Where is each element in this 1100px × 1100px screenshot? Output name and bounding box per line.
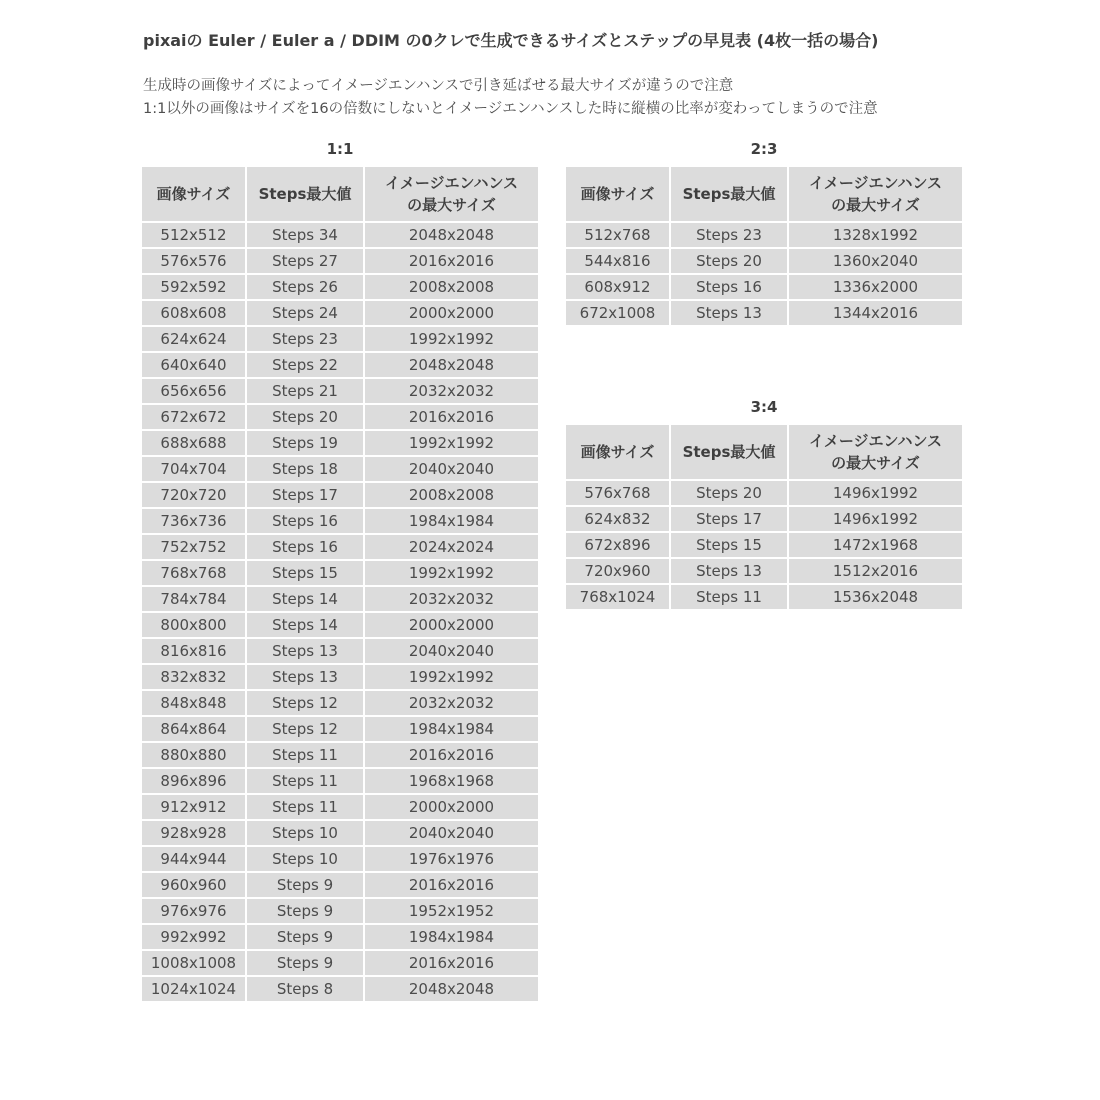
table-body bbox=[565, 480, 963, 610]
cell-size: 992x992 bbox=[141, 924, 246, 950]
table-row bbox=[141, 794, 539, 820]
table-row bbox=[141, 352, 539, 378]
table-row bbox=[141, 612, 539, 638]
cell-enhance-size: 1472x1968 bbox=[788, 532, 963, 558]
table-ratio-label: 3:4 bbox=[565, 389, 963, 424]
cell-steps: Steps 8 bbox=[246, 976, 364, 1002]
cell-steps: Steps 11 bbox=[246, 768, 364, 794]
cell-steps: Steps 16 bbox=[670, 274, 788, 300]
table-row bbox=[141, 768, 539, 794]
cell-steps: Steps 18 bbox=[246, 456, 364, 482]
cell-size: 912x912 bbox=[141, 794, 246, 820]
cell-size: 688x688 bbox=[141, 430, 246, 456]
table-ratio-label: 2:3 bbox=[565, 131, 963, 166]
table-row bbox=[141, 976, 539, 1002]
cell-enhance-size: 1992x1992 bbox=[364, 560, 539, 586]
note-line: 生成時の画像サイズによってイメージエンハンスで引き延ばせる最大サイズが違うので注意 bbox=[143, 78, 734, 94]
note-line: 1:1以外の画像はサイズを16の倍数にしないとイメージエンハンスした時に縦横の比率が変わってしまうので注意 bbox=[143, 101, 878, 117]
column-header-enhance bbox=[788, 166, 963, 222]
cell-steps: Steps 12 bbox=[246, 716, 364, 742]
table-row bbox=[141, 950, 539, 976]
cell-enhance-size: 2040x2040 bbox=[364, 820, 539, 846]
cell-size: 576x576 bbox=[141, 248, 246, 274]
table-ratio-1-1 bbox=[140, 130, 540, 1003]
cell-steps: Steps 13 bbox=[246, 638, 364, 664]
cell-size: 976x976 bbox=[141, 898, 246, 924]
cell-steps: Steps 20 bbox=[246, 404, 364, 430]
cell-enhance-size: 2016x2016 bbox=[364, 950, 539, 976]
cell-enhance-size: 2048x2048 bbox=[364, 352, 539, 378]
table-row bbox=[141, 482, 539, 508]
cell-steps: Steps 11 bbox=[246, 742, 364, 768]
cell-size: 512x512 bbox=[141, 222, 246, 248]
cell-steps: Steps 16 bbox=[246, 508, 364, 534]
cell-steps: Steps 23 bbox=[246, 326, 364, 352]
cell-enhance-size: 1984x1984 bbox=[364, 924, 539, 950]
cell-steps: Steps 15 bbox=[246, 560, 364, 586]
table-row bbox=[141, 898, 539, 924]
table-row bbox=[141, 638, 539, 664]
cell-enhance-size: 2032x2032 bbox=[364, 586, 539, 612]
table-ratio-2-3 bbox=[564, 130, 964, 327]
cell-steps: Steps 13 bbox=[246, 664, 364, 690]
cell-enhance-size: 2032x2032 bbox=[364, 378, 539, 404]
cell-steps: Steps 11 bbox=[246, 794, 364, 820]
cell-enhance-size: 1496x1992 bbox=[788, 506, 963, 532]
cell-size: 640x640 bbox=[141, 352, 246, 378]
cell-size: 672x896 bbox=[565, 532, 670, 558]
cell-size: 736x736 bbox=[141, 508, 246, 534]
table-row bbox=[141, 456, 539, 482]
table-row bbox=[141, 326, 539, 352]
cell-enhance-size: 2040x2040 bbox=[364, 638, 539, 664]
cell-enhance-size: 2048x2048 bbox=[364, 976, 539, 1002]
cell-enhance-size: 1992x1992 bbox=[364, 664, 539, 690]
cell-size: 608x608 bbox=[141, 300, 246, 326]
cell-enhance-size: 1512x2016 bbox=[788, 558, 963, 584]
cell-steps: Steps 20 bbox=[670, 248, 788, 274]
cell-size: 896x896 bbox=[141, 768, 246, 794]
cell-enhance-size: 1992x1992 bbox=[364, 326, 539, 352]
cell-enhance-size: 2032x2032 bbox=[364, 690, 539, 716]
cell-enhance-size: 2000x2000 bbox=[364, 300, 539, 326]
column-header-size: 画像サイズ bbox=[141, 166, 246, 222]
table-row bbox=[141, 560, 539, 586]
table-row bbox=[141, 508, 539, 534]
cell-steps: Steps 20 bbox=[670, 480, 788, 506]
cell-steps: Steps 9 bbox=[246, 924, 364, 950]
column-header-enhance bbox=[788, 424, 963, 480]
column-header-size: 画像サイズ bbox=[565, 424, 670, 480]
cell-steps: Steps 26 bbox=[246, 274, 364, 300]
column-header-enhance bbox=[364, 166, 539, 222]
cell-steps: Steps 34 bbox=[246, 222, 364, 248]
cell-steps: Steps 10 bbox=[246, 820, 364, 846]
table-row bbox=[565, 532, 963, 558]
cell-enhance-size: 2040x2040 bbox=[364, 456, 539, 482]
cell-size: 800x800 bbox=[141, 612, 246, 638]
cell-enhance-size: 2008x2008 bbox=[364, 274, 539, 300]
column-header-enhance-line1: イメージエンハンス bbox=[384, 174, 519, 192]
table-row bbox=[565, 558, 963, 584]
cell-enhance-size: 2048x2048 bbox=[364, 222, 539, 248]
table-row bbox=[141, 716, 539, 742]
cell-steps: Steps 22 bbox=[246, 352, 364, 378]
cell-steps: Steps 14 bbox=[246, 586, 364, 612]
cell-steps: Steps 10 bbox=[246, 846, 364, 872]
table-row bbox=[565, 222, 963, 248]
cell-enhance-size: 2016x2016 bbox=[364, 248, 539, 274]
cell-size: 864x864 bbox=[141, 716, 246, 742]
column-header-enhance-line2: の最大サイズ bbox=[831, 196, 920, 214]
cell-steps: Steps 11 bbox=[670, 584, 788, 610]
cell-enhance-size: 2024x2024 bbox=[364, 534, 539, 560]
cell-enhance-size: 2008x2008 bbox=[364, 482, 539, 508]
cell-enhance-size: 2000x2000 bbox=[364, 794, 539, 820]
table-row bbox=[141, 378, 539, 404]
table-row bbox=[141, 404, 539, 430]
cell-size: 784x784 bbox=[141, 586, 246, 612]
cell-size: 720x720 bbox=[141, 482, 246, 508]
cell-enhance-size: 1968x1968 bbox=[364, 768, 539, 794]
column-header-enhance-line2: の最大サイズ bbox=[831, 454, 920, 472]
table-row bbox=[141, 820, 539, 846]
table-row bbox=[141, 300, 539, 326]
table-row bbox=[141, 664, 539, 690]
table-row bbox=[565, 274, 963, 300]
column-header-enhance-line1: イメージエンハンス bbox=[808, 432, 943, 450]
cell-enhance-size: 1328x1992 bbox=[788, 222, 963, 248]
cell-size: 672x672 bbox=[141, 404, 246, 430]
cell-enhance-size: 2016x2016 bbox=[364, 742, 539, 768]
table-row bbox=[141, 222, 539, 248]
cell-size: 704x704 bbox=[141, 456, 246, 482]
cell-enhance-size: 1952x1952 bbox=[364, 898, 539, 924]
cell-size: 576x768 bbox=[565, 480, 670, 506]
cell-steps: Steps 23 bbox=[670, 222, 788, 248]
table-row bbox=[141, 534, 539, 560]
table-row bbox=[141, 586, 539, 612]
table-row bbox=[141, 924, 539, 950]
table-row bbox=[141, 430, 539, 456]
cell-size: 944x944 bbox=[141, 846, 246, 872]
cell-size: 768x768 bbox=[141, 560, 246, 586]
cell-size: 928x928 bbox=[141, 820, 246, 846]
cell-steps: Steps 13 bbox=[670, 300, 788, 326]
cell-size: 880x880 bbox=[141, 742, 246, 768]
cell-enhance-size: 1984x1984 bbox=[364, 716, 539, 742]
column-header-steps: Steps最大値 bbox=[246, 166, 364, 222]
cell-enhance-size: 1536x2048 bbox=[788, 584, 963, 610]
table-ratio-label: 1:1 bbox=[141, 131, 539, 166]
cell-size: 960x960 bbox=[141, 872, 246, 898]
cell-steps: Steps 9 bbox=[246, 898, 364, 924]
cell-size: 656x656 bbox=[141, 378, 246, 404]
table-row bbox=[141, 872, 539, 898]
table-body bbox=[565, 222, 963, 326]
cell-size: 592x592 bbox=[141, 274, 246, 300]
cell-size: 672x1008 bbox=[565, 300, 670, 326]
cell-size: 720x960 bbox=[565, 558, 670, 584]
cell-steps: Steps 13 bbox=[670, 558, 788, 584]
cell-steps: Steps 14 bbox=[246, 612, 364, 638]
cell-steps: Steps 21 bbox=[246, 378, 364, 404]
cell-enhance-size: 1344x2016 bbox=[788, 300, 963, 326]
cell-steps: Steps 16 bbox=[246, 534, 364, 560]
table-row bbox=[141, 742, 539, 768]
cell-enhance-size: 1336x2000 bbox=[788, 274, 963, 300]
table-row bbox=[141, 690, 539, 716]
cell-steps: Steps 9 bbox=[246, 950, 364, 976]
table-body bbox=[141, 222, 539, 1002]
table-row bbox=[565, 248, 963, 274]
table-row bbox=[141, 846, 539, 872]
cell-steps: Steps 15 bbox=[670, 532, 788, 558]
table-row bbox=[565, 480, 963, 506]
page-title: pixaiの Euler / Euler a / DDIM の0クレで生成できるサイズとステップの早見表 (4枚一括の場合) bbox=[143, 31, 879, 50]
table-row bbox=[141, 248, 539, 274]
table-ratio-3-4 bbox=[564, 388, 964, 611]
cell-size: 624x624 bbox=[141, 326, 246, 352]
cell-size: 816x816 bbox=[141, 638, 246, 664]
table-row bbox=[565, 300, 963, 326]
cell-size: 512x768 bbox=[565, 222, 670, 248]
column-header-enhance-line1: イメージエンハンス bbox=[808, 174, 943, 192]
table-row bbox=[141, 274, 539, 300]
cell-size: 544x816 bbox=[565, 248, 670, 274]
cell-steps: Steps 27 bbox=[246, 248, 364, 274]
cell-enhance-size: 1360x2040 bbox=[788, 248, 963, 274]
cell-steps: Steps 19 bbox=[246, 430, 364, 456]
cell-steps: Steps 17 bbox=[246, 482, 364, 508]
cell-steps: Steps 17 bbox=[670, 506, 788, 532]
cell-enhance-size: 1496x1992 bbox=[788, 480, 963, 506]
column-header-steps: Steps最大値 bbox=[670, 166, 788, 222]
cell-size: 768x1024 bbox=[565, 584, 670, 610]
cell-enhance-size: 2016x2016 bbox=[364, 872, 539, 898]
cell-enhance-size: 2000x2000 bbox=[364, 612, 539, 638]
cell-size: 608x912 bbox=[565, 274, 670, 300]
cell-enhance-size: 1984x1984 bbox=[364, 508, 539, 534]
cell-size: 1008x1008 bbox=[141, 950, 246, 976]
cell-size: 624x832 bbox=[565, 506, 670, 532]
column-header-steps: Steps最大値 bbox=[670, 424, 788, 480]
cell-enhance-size: 1992x1992 bbox=[364, 430, 539, 456]
cell-steps: Steps 12 bbox=[246, 690, 364, 716]
column-header-size: 画像サイズ bbox=[565, 166, 670, 222]
table-row bbox=[565, 506, 963, 532]
cell-enhance-size: 1976x1976 bbox=[364, 846, 539, 872]
notes bbox=[143, 75, 878, 121]
cell-size: 832x832 bbox=[141, 664, 246, 690]
cell-size: 848x848 bbox=[141, 690, 246, 716]
cell-size: 1024x1024 bbox=[141, 976, 246, 1002]
cell-steps: Steps 9 bbox=[246, 872, 364, 898]
table-row bbox=[565, 584, 963, 610]
cell-size: 752x752 bbox=[141, 534, 246, 560]
cell-steps: Steps 24 bbox=[246, 300, 364, 326]
cell-enhance-size: 2016x2016 bbox=[364, 404, 539, 430]
column-header-enhance-line2: の最大サイズ bbox=[407, 196, 496, 214]
